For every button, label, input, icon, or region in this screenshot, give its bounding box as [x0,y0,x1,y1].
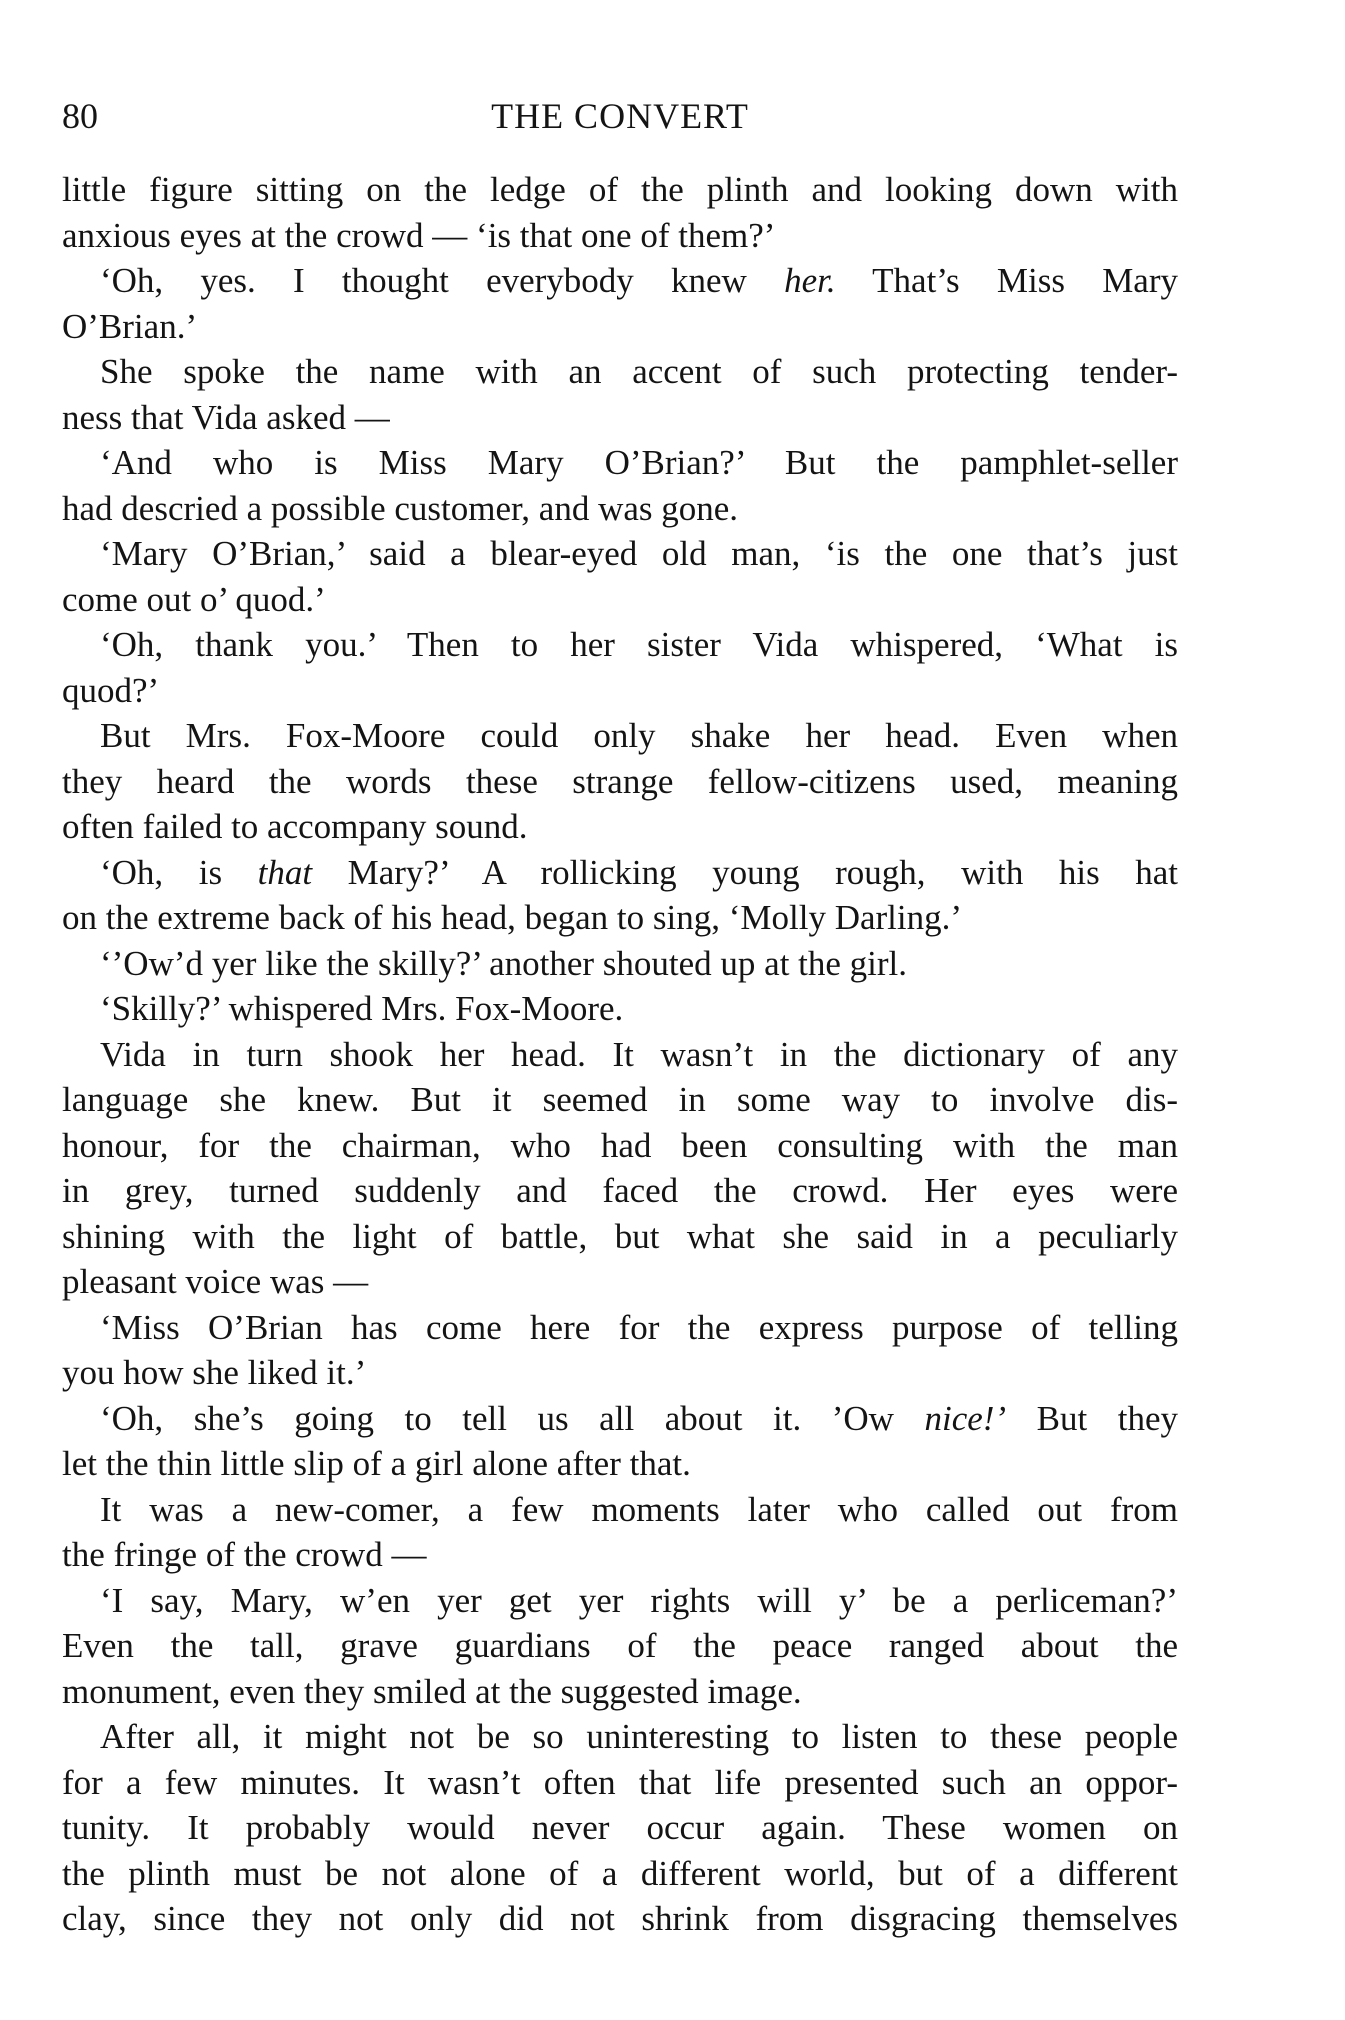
italic-text: that [257,852,313,892]
text-line [62,850,1178,896]
text-segment: ‘Oh, thank you.’ Then to her sister Vida whispered, ‘What is [100,625,1178,664]
text-line [62,1532,1178,1578]
text-segment: come out o’ quod.’ [62,579,326,619]
running-title: THE CONVERT [491,96,749,136]
text-segment: little figure sitting on the ledge of the plinth and looking down with [62,170,1178,209]
text-segment: the plinth must be not alone of a different world, but of a different [62,1853,1178,1893]
text-line [62,1851,1178,1897]
text-segment: shining with the light of battle, but what she said in a peculiarly [62,1216,1178,1256]
text-segment: quod?’ [62,670,160,710]
text-line [62,1305,1178,1351]
text-line [62,531,1178,577]
text-segment: had descried a possible customer, and was gone. [62,488,739,528]
italic-text: nice!’ [924,1398,1007,1438]
text-line [62,1168,1178,1214]
text-segment: It was a new-comer, a few moments later who called out from [100,1489,1178,1529]
text-segment: But Mrs. Fox-Moore could only shake her head. Even when [100,716,1178,755]
text-line [62,1578,1178,1624]
text-line [62,622,1178,668]
text-line [62,1441,1178,1487]
text-segment: Mary?’ A rollicking young rough, with his hat [312,852,1178,892]
text-line [62,1214,1178,1260]
text-line [62,1805,1178,1851]
text-line [62,440,1178,486]
text-segment: ness that Vida asked — [62,397,390,437]
text-segment: the fringe of the crowd — [62,1535,427,1574]
text-segment: tunity. It probably would never occur again. These women on [62,1808,1178,1847]
text-segment: Vida in turn shook her head. It wasn’t in the dictionary of any [100,1034,1178,1074]
text-line [62,1396,1178,1442]
text-line [62,577,1178,623]
text-line [62,395,1178,441]
italic-text: her. [784,261,836,300]
text-line [62,258,1178,304]
text-segment: they heard the words these strange fellow-citizens used, meaning [62,761,1178,801]
running-head [62,96,1178,150]
text-line [62,713,1178,759]
text-line [62,941,1178,987]
book-page [62,96,1178,1942]
text-line [62,895,1178,941]
page-number: 80 [62,96,98,136]
text-line [62,1487,1178,1533]
text-segment: She spoke the name with an accent of such protecting tender- [100,352,1178,391]
text-segment: ‘And who is Miss Mary O’Brian?’ But the pamphlet-seller [100,443,1178,482]
text-segment: honour, for the chairman, who had been consulting with the man [62,1125,1178,1165]
text-line [62,486,1178,532]
text-line [62,304,1178,350]
text-segment: often failed to accompany sound. [62,807,528,846]
text-segment: ‘Miss O’Brian has come here for the express purpose of telling [100,1307,1178,1347]
text-segment: anxious eyes at the crowd — ‘is that one of them?’ [62,215,776,255]
text-line [62,1896,1178,1942]
text-segment: O’Brian.’ [62,306,198,346]
text-line [62,1350,1178,1396]
text-line [62,986,1178,1032]
text-segment: monument, even they smiled at the suggested image. [62,1671,802,1711]
text-segment: ‘’Ow’d yer like the skilly?’ another shouted up at the girl. [100,943,908,983]
text-line [62,1259,1178,1305]
text-segment: clay, since they not only did not shrink from disgracing themselves [62,1899,1178,1938]
text-segment: ‘Skilly?’ whispered Mrs. Fox-Moore. [100,989,624,1028]
text-segment: pleasant voice was — [62,1262,369,1301]
text-segment: in grey, turned suddenly and faced the crowd. Her eyes were [62,1171,1178,1210]
text-segment: you how she liked it.’ [62,1353,367,1392]
text-segment: That’s Miss Mary [835,261,1178,300]
text-segment: on the extreme back of his head, began to sing, ‘Molly Darling.’ [62,898,963,937]
text-line [62,1714,1178,1760]
text-line [62,1032,1178,1078]
text-segment: language she knew. But it seemed in some way to involve dis- [62,1080,1178,1119]
body-text [62,167,1178,1942]
text-line [62,1077,1178,1123]
text-line [62,167,1178,213]
text-line [62,349,1178,395]
text-line [62,759,1178,805]
text-segment: After all, it might not be so uninteresting to listen to these people [100,1717,1178,1756]
text-line [62,1123,1178,1169]
text-segment: But they [1006,1398,1178,1438]
text-line [62,1623,1178,1669]
text-line [62,804,1178,850]
text-segment: ‘Oh, is [100,852,258,892]
text-segment: Even the tall, grave guardians of the peace ranged about the [62,1626,1178,1665]
text-line [62,1669,1178,1715]
text-segment: ‘Mary O’Brian,’ said a blear-eyed old man, ‘is the one that’s just [100,534,1178,573]
text-line [62,213,1178,259]
text-line [62,668,1178,714]
text-segment: ‘Oh, yes. I thought everybody knew [100,261,785,300]
text-line [62,1760,1178,1806]
text-segment: for a few minutes. It wasn’t often that life presented such an oppor- [62,1762,1178,1802]
text-segment: ‘Oh, she’s going to tell us all about it. ’Ow [100,1398,925,1438]
text-segment: ‘I say, Mary, w’en yer get yer rights will y’ be a perliceman?’ [100,1580,1178,1620]
text-segment: let the thin little slip of a girl alone after that. [62,1444,691,1483]
